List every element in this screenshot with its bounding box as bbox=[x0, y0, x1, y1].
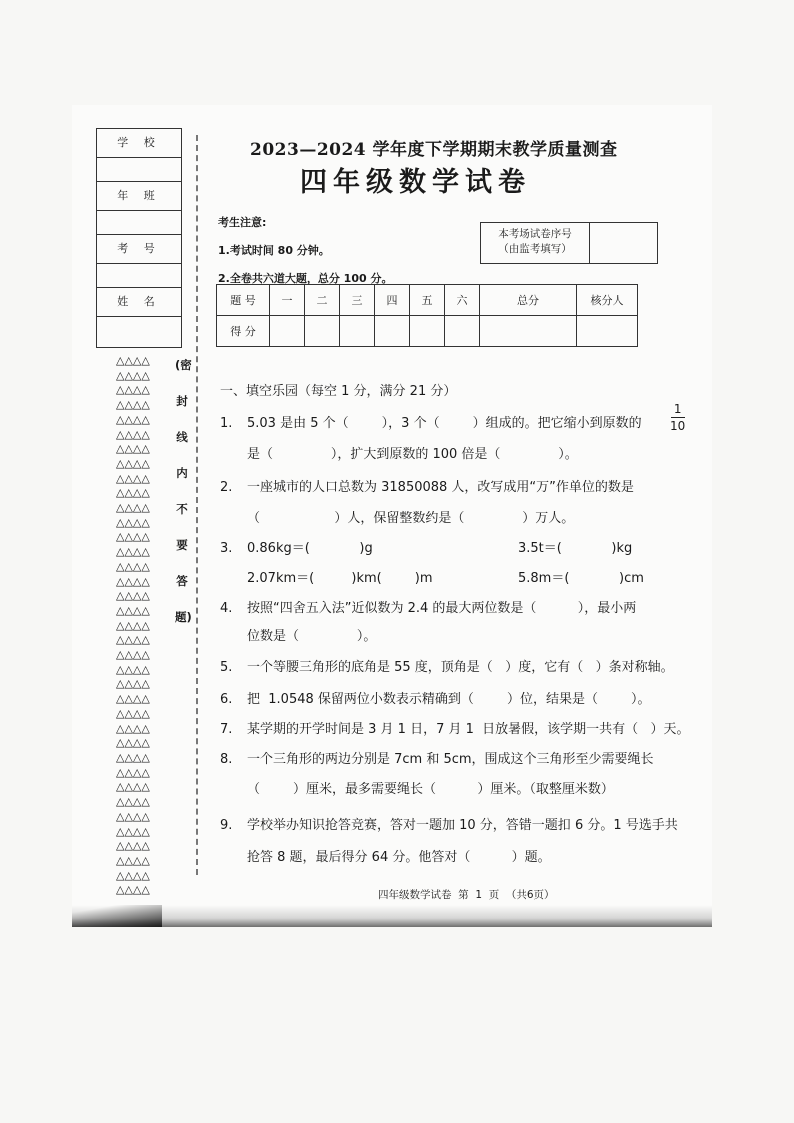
table-header-cell: 六 bbox=[445, 285, 480, 316]
notice-line1: 1.考试时间 80 分钟。 bbox=[218, 244, 330, 257]
score-cell[interactable] bbox=[445, 316, 480, 347]
question-3-right-2: 5.8m＝( )cm bbox=[518, 571, 644, 586]
page-footer: 四年级数学试卷 第 1 页 （共6页） bbox=[378, 889, 555, 901]
score-cell[interactable] bbox=[305, 316, 340, 347]
score-cell[interactable] bbox=[340, 316, 375, 347]
table-header-cell: 总分 bbox=[480, 285, 577, 316]
notice-heading: 考生注意: bbox=[218, 216, 267, 229]
fraction-one-tenth: 1 10 bbox=[670, 402, 686, 433]
exam-title-line2: 四年级数学试卷 bbox=[300, 167, 531, 198]
serial-number-field[interactable] bbox=[590, 223, 657, 263]
name-label: 姓 名 bbox=[97, 288, 181, 317]
question-5: 5. 一个等腰三角形的底角是 55 度，顶角是（ ）度，它有（ ）条对称轴。 bbox=[220, 660, 674, 675]
exam-title-line1: 2023—2024 学年度下学期期末教学质量测查 bbox=[250, 140, 618, 160]
seal-dashed-line bbox=[196, 135, 198, 875]
score-cell[interactable] bbox=[375, 316, 410, 347]
seal-note: (密 封 线 内 不 要 答 题) bbox=[175, 358, 192, 624]
student-info-box bbox=[96, 128, 182, 348]
score-table bbox=[216, 284, 638, 347]
table-header-cell: 一 bbox=[270, 285, 305, 316]
serial-number-label: 本考场试卷序号 （由监考填写） bbox=[481, 223, 590, 263]
serial-number-box bbox=[480, 222, 658, 264]
question-6: 6. 把 1.0548 保留两位小数表示精确到（ ）位，结果是（ ）。 bbox=[220, 692, 651, 707]
table-header-cell: 四 bbox=[375, 285, 410, 316]
score-row-label: 得 分 bbox=[217, 316, 270, 347]
score-cell[interactable] bbox=[480, 316, 577, 347]
table-header-cell: 三 bbox=[340, 285, 375, 316]
exam-number-label: 考 号 bbox=[97, 235, 181, 264]
question-4: 4. 按照“四舍五入法”近似数为 2.4 的最大两位数是（ ），最小两 bbox=[220, 601, 637, 616]
question-8-cont: （ ）厘米，最多需要绳长（ ）厘米。（取整厘米数） bbox=[247, 782, 614, 797]
notice-line2: 2.全卷共六道大题，总分 100 分。 bbox=[218, 272, 393, 285]
table-header-cell: 核分人 bbox=[577, 285, 638, 316]
school-field[interactable] bbox=[97, 158, 181, 182]
score-cell[interactable] bbox=[270, 316, 305, 347]
triangle-pattern: △△△△ △△△△ △△△△ △△△△ △△△△ △△△△ △△△△ △△△△ △△△△ △△△△ △△△△ △△△△ △△△△ △△△△ △△△△ △△△△ △△△△ △△△△ △△△△ △△△△ △△△△ △△△△ △△△△ △△△△ △△△△ △△△△ △△△△ △△△△ △△△△ △△△△ △△△△ △△△△ △△△△ △△△△ △△△△ △△△△ △△△△ bbox=[116, 354, 150, 897]
question-3-right-1: 3.5t＝( )kg bbox=[518, 541, 633, 556]
question-3: 3. 0.86kg＝( )g bbox=[220, 541, 373, 556]
question-8: 8. 一个三角形的两边分别是 7cm 和 5cm，围成这个三角形至少需要绳长 bbox=[220, 752, 654, 767]
question-9-cont: 抢答 8 题，最后得分 64 分。他答对（ ）题。 bbox=[247, 850, 551, 865]
school-label: 学 校 bbox=[97, 129, 181, 158]
table-header-cell: 五 bbox=[410, 285, 445, 316]
table-header-cell: 二 bbox=[305, 285, 340, 316]
question-7: 7. 某学期的开学时间是 3 月 1 日，7 月 1 日放暑假，该学期一共有（ ）天。 bbox=[220, 722, 690, 737]
name-field[interactable] bbox=[97, 317, 181, 347]
table-header-cell: 题 号 bbox=[217, 285, 270, 316]
score-cell[interactable] bbox=[410, 316, 445, 347]
class-field[interactable] bbox=[97, 211, 181, 235]
question-2-cont: （ ）人，保留整数约是（ ）万人。 bbox=[247, 511, 575, 526]
class-label: 年 班 bbox=[97, 182, 181, 211]
question-4-cont: 位数是（ ）。 bbox=[247, 629, 377, 644]
question-9: 9. 学校举办知识抢答竞赛，答对一题加 10 分，答错一题扣 6 分。1 号选手共 bbox=[220, 818, 678, 833]
question-1-cont: 是（ ），扩大到原数的 100 倍是（ ）。 bbox=[247, 447, 578, 462]
question-2: 2. 一座城市的人口总数为 31850088 人，改写成用“万”作单位的数是 bbox=[220, 480, 634, 495]
exam-number-field[interactable] bbox=[97, 264, 181, 288]
question-1: 1. 5.03 是由 5 个（ ），3 个（ ）组成的。把它缩小到原数的 bbox=[220, 416, 642, 431]
scan-shadow bbox=[72, 905, 712, 927]
question-3-cont: 2.07km＝( )km( )m bbox=[247, 571, 433, 586]
score-cell[interactable] bbox=[577, 316, 638, 347]
section-title: 一、填空乐园（每空 1 分，满分 21 分） bbox=[220, 384, 457, 399]
